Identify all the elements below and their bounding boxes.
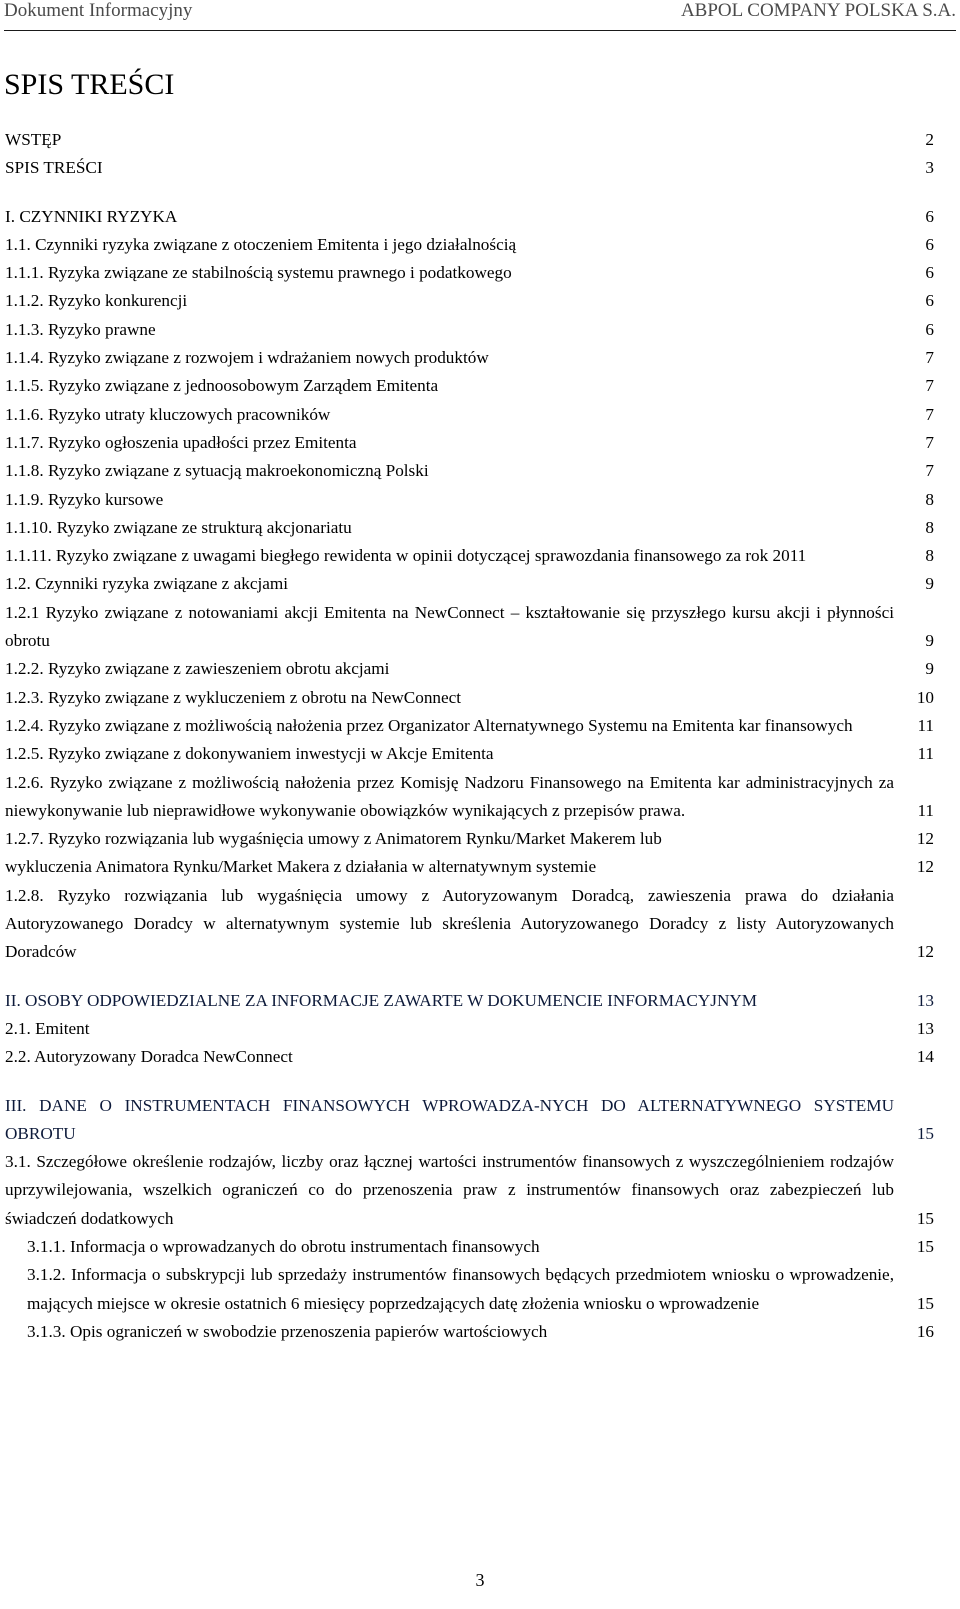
toc-entry-text: wykluczenia Animatora Rynku/Market Makera z działania w alternatywnym systemie: [5, 857, 597, 877]
toc-entry-text: 1.1.10. Ryzyko związane ze strukturą akcjonariatu: [5, 517, 352, 537]
toc-entry-page: 6: [925, 206, 934, 226]
toc-entry[interactable]: [5, 457, 934, 485]
page-number: 3: [475, 1570, 485, 1590]
toc-entry-page: 10: [916, 687, 934, 707]
toc-entry[interactable]: [5, 1233, 934, 1261]
toc-entry-page: 11: [917, 715, 934, 735]
toc-entry-page: 13: [916, 990, 934, 1010]
toc-entry-text: 1.1.11. Ryzyko związane z uwagami biegłego rewidenta w opinii dotyczącej sprawozdania finansowego za rok 2011: [5, 546, 807, 566]
toc-entry-page: 12: [916, 829, 934, 849]
toc-entry[interactable]: [5, 1318, 934, 1346]
toc-entry[interactable]: [5, 1148, 934, 1233]
toc-entry-text: 1.2.7. Ryzyko rozwiązania lub wygaśnięcia umowy z Animatorem Rynku/Market Makerem lub: [5, 829, 662, 849]
toc-entry-page: 3: [925, 158, 934, 178]
toc-entry[interactable]: [5, 126, 934, 154]
toc-entry[interactable]: [5, 1043, 934, 1071]
toc-entry[interactable]: [5, 316, 934, 344]
toc-entry-page: 15: [916, 1123, 934, 1143]
toc-entry[interactable]: [5, 486, 934, 514]
toc-entry-page: 9: [925, 659, 934, 679]
toc-entry-page: 8: [925, 517, 934, 537]
toc-entry[interactable]: [5, 372, 934, 400]
toc-entry[interactable]: [5, 712, 934, 740]
toc-entry[interactable]: [5, 514, 934, 542]
toc-entry[interactable]: [5, 882, 934, 967]
toc-entry[interactable]: [5, 542, 934, 570]
toc-entry-text: 1.1.4. Ryzyko związane z rozwojem i wdrażaniem nowych produktów: [5, 348, 489, 368]
toc-entry-text: 3.1.3. Opis ograniczeń w swobodzie przenoszenia papierów wartościowych: [27, 1321, 548, 1341]
toc-entry-page: 7: [925, 348, 934, 368]
toc-entry-text: 1.1.1. Ryzyka związane ze stabilnością systemu prawnego i podatkowego: [5, 263, 512, 283]
toc-entry-page: 11: [917, 744, 934, 764]
toc-entry-page: 6: [925, 234, 934, 254]
toc-entry-text: 1.1.2. Ryzyko konkurencji: [5, 291, 188, 311]
header-divider: [4, 30, 956, 31]
toc-entry-page: 11: [917, 800, 934, 820]
toc-entry-page: 12: [916, 942, 934, 962]
toc-entry-text: II. OSOBY ODPOWIEDZIALNE ZA INFORMACJE ZAWARTE W DOKUMENCIE INFORMACYJNYM: [5, 990, 758, 1010]
toc-entry-text: 2.2. Autoryzowany Doradca NewConnect: [5, 1047, 293, 1067]
toc-entry-text: 1.1.9. Ryzyko kursowe: [5, 489, 164, 509]
toc-entry-page: 15: [916, 1236, 934, 1256]
toc-entry[interactable]: [5, 853, 934, 881]
toc-entry-text: 1.2.4. Ryzyko związane z możliwością nałożenia przez Organizator Alternatywnego Systemu na Emitenta kar finansowych: [5, 715, 853, 735]
toc-entry-text: I. CZYNNIKI RYZYKA: [5, 206, 178, 226]
toc-entry-text: 1.2.6. Ryzyko związane z możliwością nałożenia przez Komisję Nadzoru Finansowego na Emitenta kar administracyjnych za niewykonywanie lub nieprawidłowe wykonywanie obowiązków wynikających z przepisów prawa.: [5, 772, 894, 820]
toc-entry[interactable]: [5, 570, 934, 598]
toc-entry-text: 1.1.5. Ryzyko związane z jednoosobowym Zarządem Emitenta: [5, 376, 439, 396]
toc-entry[interactable]: [5, 429, 934, 457]
toc-entry-page: 6: [925, 319, 934, 339]
toc-entry-text: SPIS TREŚCI: [5, 158, 103, 178]
header-document-name: Dokument Informacyjny: [4, 0, 193, 21]
toc-entry[interactable]: [5, 203, 934, 231]
toc-entry-page: 9: [925, 574, 934, 594]
toc-entry[interactable]: [5, 825, 934, 853]
toc-entry-text: 3.1. Szczegółowe określenie rodzajów, liczby oraz łącznej wartości instrumentów finansowych z wyszczególnieniem rodzajów uprzywilejowania, wszelkich ograniczeń co do przenoszenia praw z instrumentów finansowych oraz zabezpieczeń lub świadczeń dodatkowych: [5, 1152, 894, 1228]
toc-entry-text: 1.1.8. Ryzyko związane z sytuacją makroekonomiczną Polski: [5, 461, 429, 481]
toc-entry[interactable]: [5, 987, 934, 1015]
toc-entry-page: 6: [925, 263, 934, 283]
toc-entry[interactable]: [5, 344, 934, 372]
toc-entry-page: 7: [925, 432, 934, 452]
toc-entry-text: 1.1.7. Ryzyko ogłoszenia upadłości przez Emitenta: [5, 432, 357, 452]
toc-entry-page: 8: [925, 546, 934, 566]
toc-entry-text: 1.1. Czynniki ryzyka związane z otoczeniem Emitenta i jego działalnością: [5, 234, 517, 254]
toc-entry-text: 2.1. Emitent: [5, 1018, 90, 1038]
toc-entry[interactable]: [5, 154, 934, 182]
toc-entry-page: 9: [925, 631, 934, 651]
toc-entry-page: 13: [916, 1018, 934, 1038]
toc-entry-page: 12: [916, 857, 934, 877]
toc-entry-page: 7: [925, 461, 934, 481]
toc-entry[interactable]: [5, 287, 934, 315]
toc-entry-text: WSTĘP: [5, 130, 62, 149]
toc-entry[interactable]: [5, 655, 934, 683]
toc-entry-text: 1.1.3. Ryzyko prawne: [5, 319, 156, 339]
toc-entry[interactable]: [5, 401, 934, 429]
toc-entry[interactable]: [5, 231, 934, 259]
toc-entry-page: 2: [925, 130, 934, 149]
toc-entry-page: 15: [916, 1293, 934, 1313]
toc-entry-text: 3.1.2. Informacja o subskrypcji lub sprzedaży instrumentów finansowych będących przedmiotem wniosku o wprowadzenie, mających miejsce w okresie ostatnich 6 miesięcy poprzedzających datę złożenia wniosku o wprowadzenie: [27, 1265, 894, 1313]
page-header: [4, 0, 956, 22]
toc-entry-text: 1.2.8. Ryzyko rozwiązania lub wygaśnięcia umowy z Autoryzowanym Doradcą, zawieszenia prawa do działania Autoryzowanego Doradcy w alternatywnym systemie lub skreślenia Autoryzowanego Doradcy z listy Autoryzowanych Doradców: [5, 885, 894, 962]
toc-entry-text: 1.2. Czynniki ryzyka związane z akcjami: [5, 574, 288, 594]
toc-entry-text: III. DANE O INSTRUMENTACH FINANSOWYCH WPROWADZA-NYCH DO ALTERNATYWNEGO SYSTEMU OBROTU: [5, 1095, 894, 1143]
toc-entry[interactable]: [5, 769, 934, 826]
toc-entry-page: 15: [916, 1208, 934, 1228]
toc-entry-page: 8: [925, 489, 934, 509]
toc-entry-text: 1.1.6. Ryzyko utraty kluczowych pracowników: [5, 404, 331, 424]
page-title: SPIS TREŚCI: [4, 68, 175, 101]
toc-entry[interactable]: [5, 1092, 934, 1149]
toc-entry-page: 7: [925, 376, 934, 396]
toc-entry[interactable]: [5, 1015, 934, 1043]
toc-entry[interactable]: [5, 259, 934, 287]
toc-entry-text: 1.2.3. Ryzyko związane z wykluczeniem z obrotu na NewConnect: [5, 687, 462, 707]
toc-entry[interactable]: [5, 599, 934, 656]
table-of-contents: [5, 126, 934, 1346]
toc-entry-page: 7: [925, 404, 934, 424]
toc-entry-text: 1.2.2. Ryzyko związane z zawieszeniem obrotu akcjami: [5, 659, 390, 679]
toc-entry-page: 16: [916, 1321, 934, 1341]
toc-entry[interactable]: [5, 684, 934, 712]
toc-entry[interactable]: [5, 740, 934, 768]
toc-entry-page: 6: [925, 291, 934, 311]
toc-entry[interactable]: [5, 1261, 934, 1318]
toc-entry-text: 1.2.5. Ryzyko związane z dokonywaniem inwestycji w Akcje Emitenta: [5, 744, 494, 764]
header-company-name: ABPOL COMPANY POLSKA S.A.: [680, 0, 956, 21]
toc-entry-text: 1.2.1 Ryzyko związane z notowaniami akcji Emitenta na NewConnect – kształtowanie się przyszłego kursu akcji i płynności obrotu: [5, 602, 894, 651]
toc-entry-page: 14: [916, 1047, 934, 1067]
toc-entry-text: 3.1.1. Informacja o wprowadzanych do obrotu instrumentach finansowych: [27, 1236, 540, 1256]
